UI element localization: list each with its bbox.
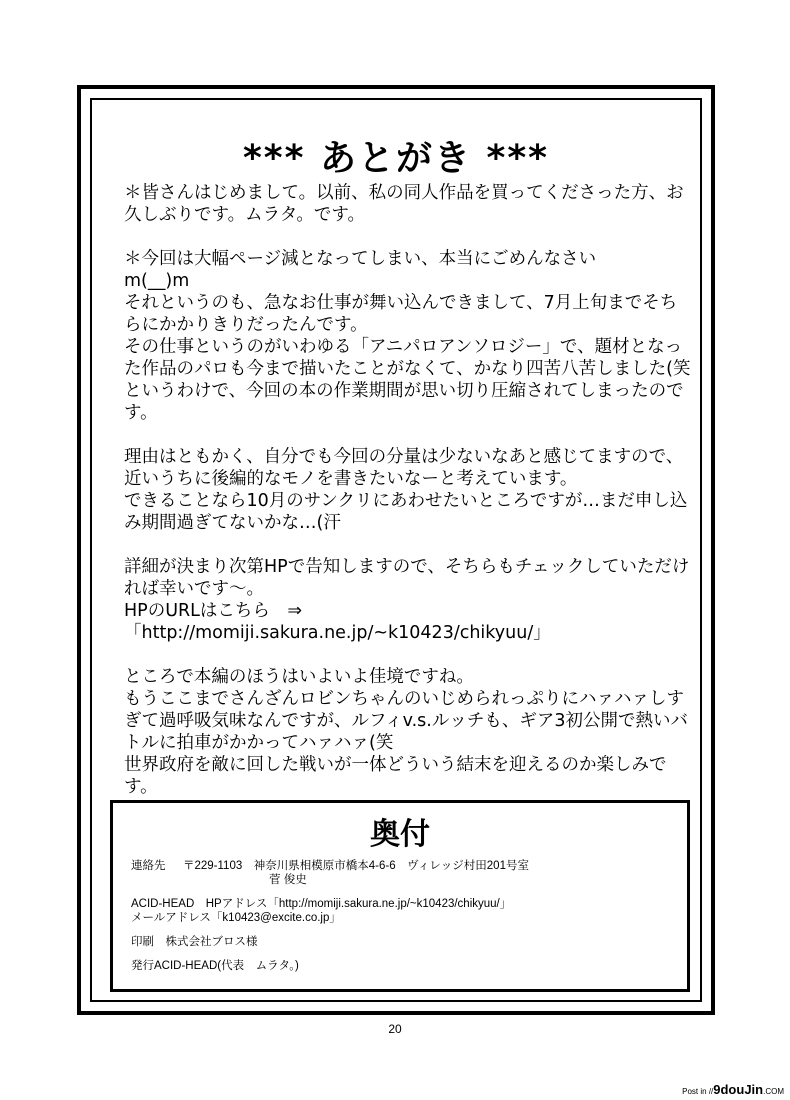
- afterword-body: [124, 182, 694, 820]
- paragraph-homepage: 詳細が決まり次第HPで告知しますので、そちらもチェックしていただければ幸いです～。 HPのURLはこちら ⇒ 「http://momiji.sakura.ne.jp/~k10423/chikyuu/」: [124, 557, 690, 643]
- printer-line: 印刷 株式会社ブロス様: [131, 936, 258, 948]
- publisher-line: 発行ACID-HEAD(代表 ムラタ。): [131, 960, 299, 972]
- contact-label: 連絡先: [131, 860, 166, 872]
- inner-frame: [90, 98, 702, 1002]
- contact-name: 菅 俊史: [269, 874, 307, 886]
- site-watermark[interactable]: [682, 1082, 784, 1097]
- colophon-box: [110, 800, 690, 992]
- contact-address: 〒229-1103 神奈川県相模原市橋本4-6-6 ヴィレッジ村田201号室: [183, 860, 529, 872]
- watermark-site: 9douJin: [713, 1082, 764, 1097]
- outer-frame: [77, 85, 715, 1015]
- page-number: 20: [388, 1022, 402, 1036]
- mail-address-line: メールアドレス「k10423@excite.co.jp」: [131, 912, 341, 924]
- afterword-title: *** あとがき ***: [242, 138, 550, 179]
- colophon-title: 奥付: [370, 817, 430, 852]
- watermark-suffix: .COM: [763, 1087, 784, 1096]
- contact-row: [131, 859, 681, 873]
- paragraph-apology: ＊今回は大幅ページ減となってしまい、本当にごめんなさい m(__)m それというのも、急なお仕事が舞い込んできまして、7月上旬までそちらにかかりきりだったんです。 その仕事というのがいわゆる「アニパロアンソロジー」で、題材となった作品のパロも今まで描いたことがなくて、かなり四苦八苦しました(笑 というわけで、今回の本の作業期間が思い切り圧縮されてしまったのです。: [124, 249, 691, 423]
- hp-address-line: ACID-HEAD HPアドレス「http://momiji.sakura.ne.jp/~k10423/chikyuu/」: [131, 898, 512, 910]
- watermark-prefix: Post in //: [682, 1087, 714, 1096]
- paragraph-story: ところで本編のほうはいよいよ佳境ですね。 もうここまでさんざんロビンちゃんのいじめられっぷりにハァハァしすぎて過呼吸気味なんですが、ルフィv.s.ルッチも、ギア3初公開で熱いバトルに拍車がかかってハァハァ(笑 世界政府を敵に回した戦いが一体どういう結末を迎えるのか楽しみです。: [124, 667, 688, 797]
- colophon-body: [131, 859, 681, 973]
- paragraph-greeting: ＊皆さんはじめまして。以前、私の同人作品を買ってくださった方、お久しぶりです。ムラタ。です。: [124, 183, 684, 225]
- paragraph-sequel: 理由はともかく、自分でも今回の分量は少ないなあと感じてますので、近いうちに後編的なモノを書きたいなーと考えています。 できることなら10月のサンクリにあわせたいところですが…まだ申し込み期間過ぎてないかな…(汗: [124, 447, 688, 533]
